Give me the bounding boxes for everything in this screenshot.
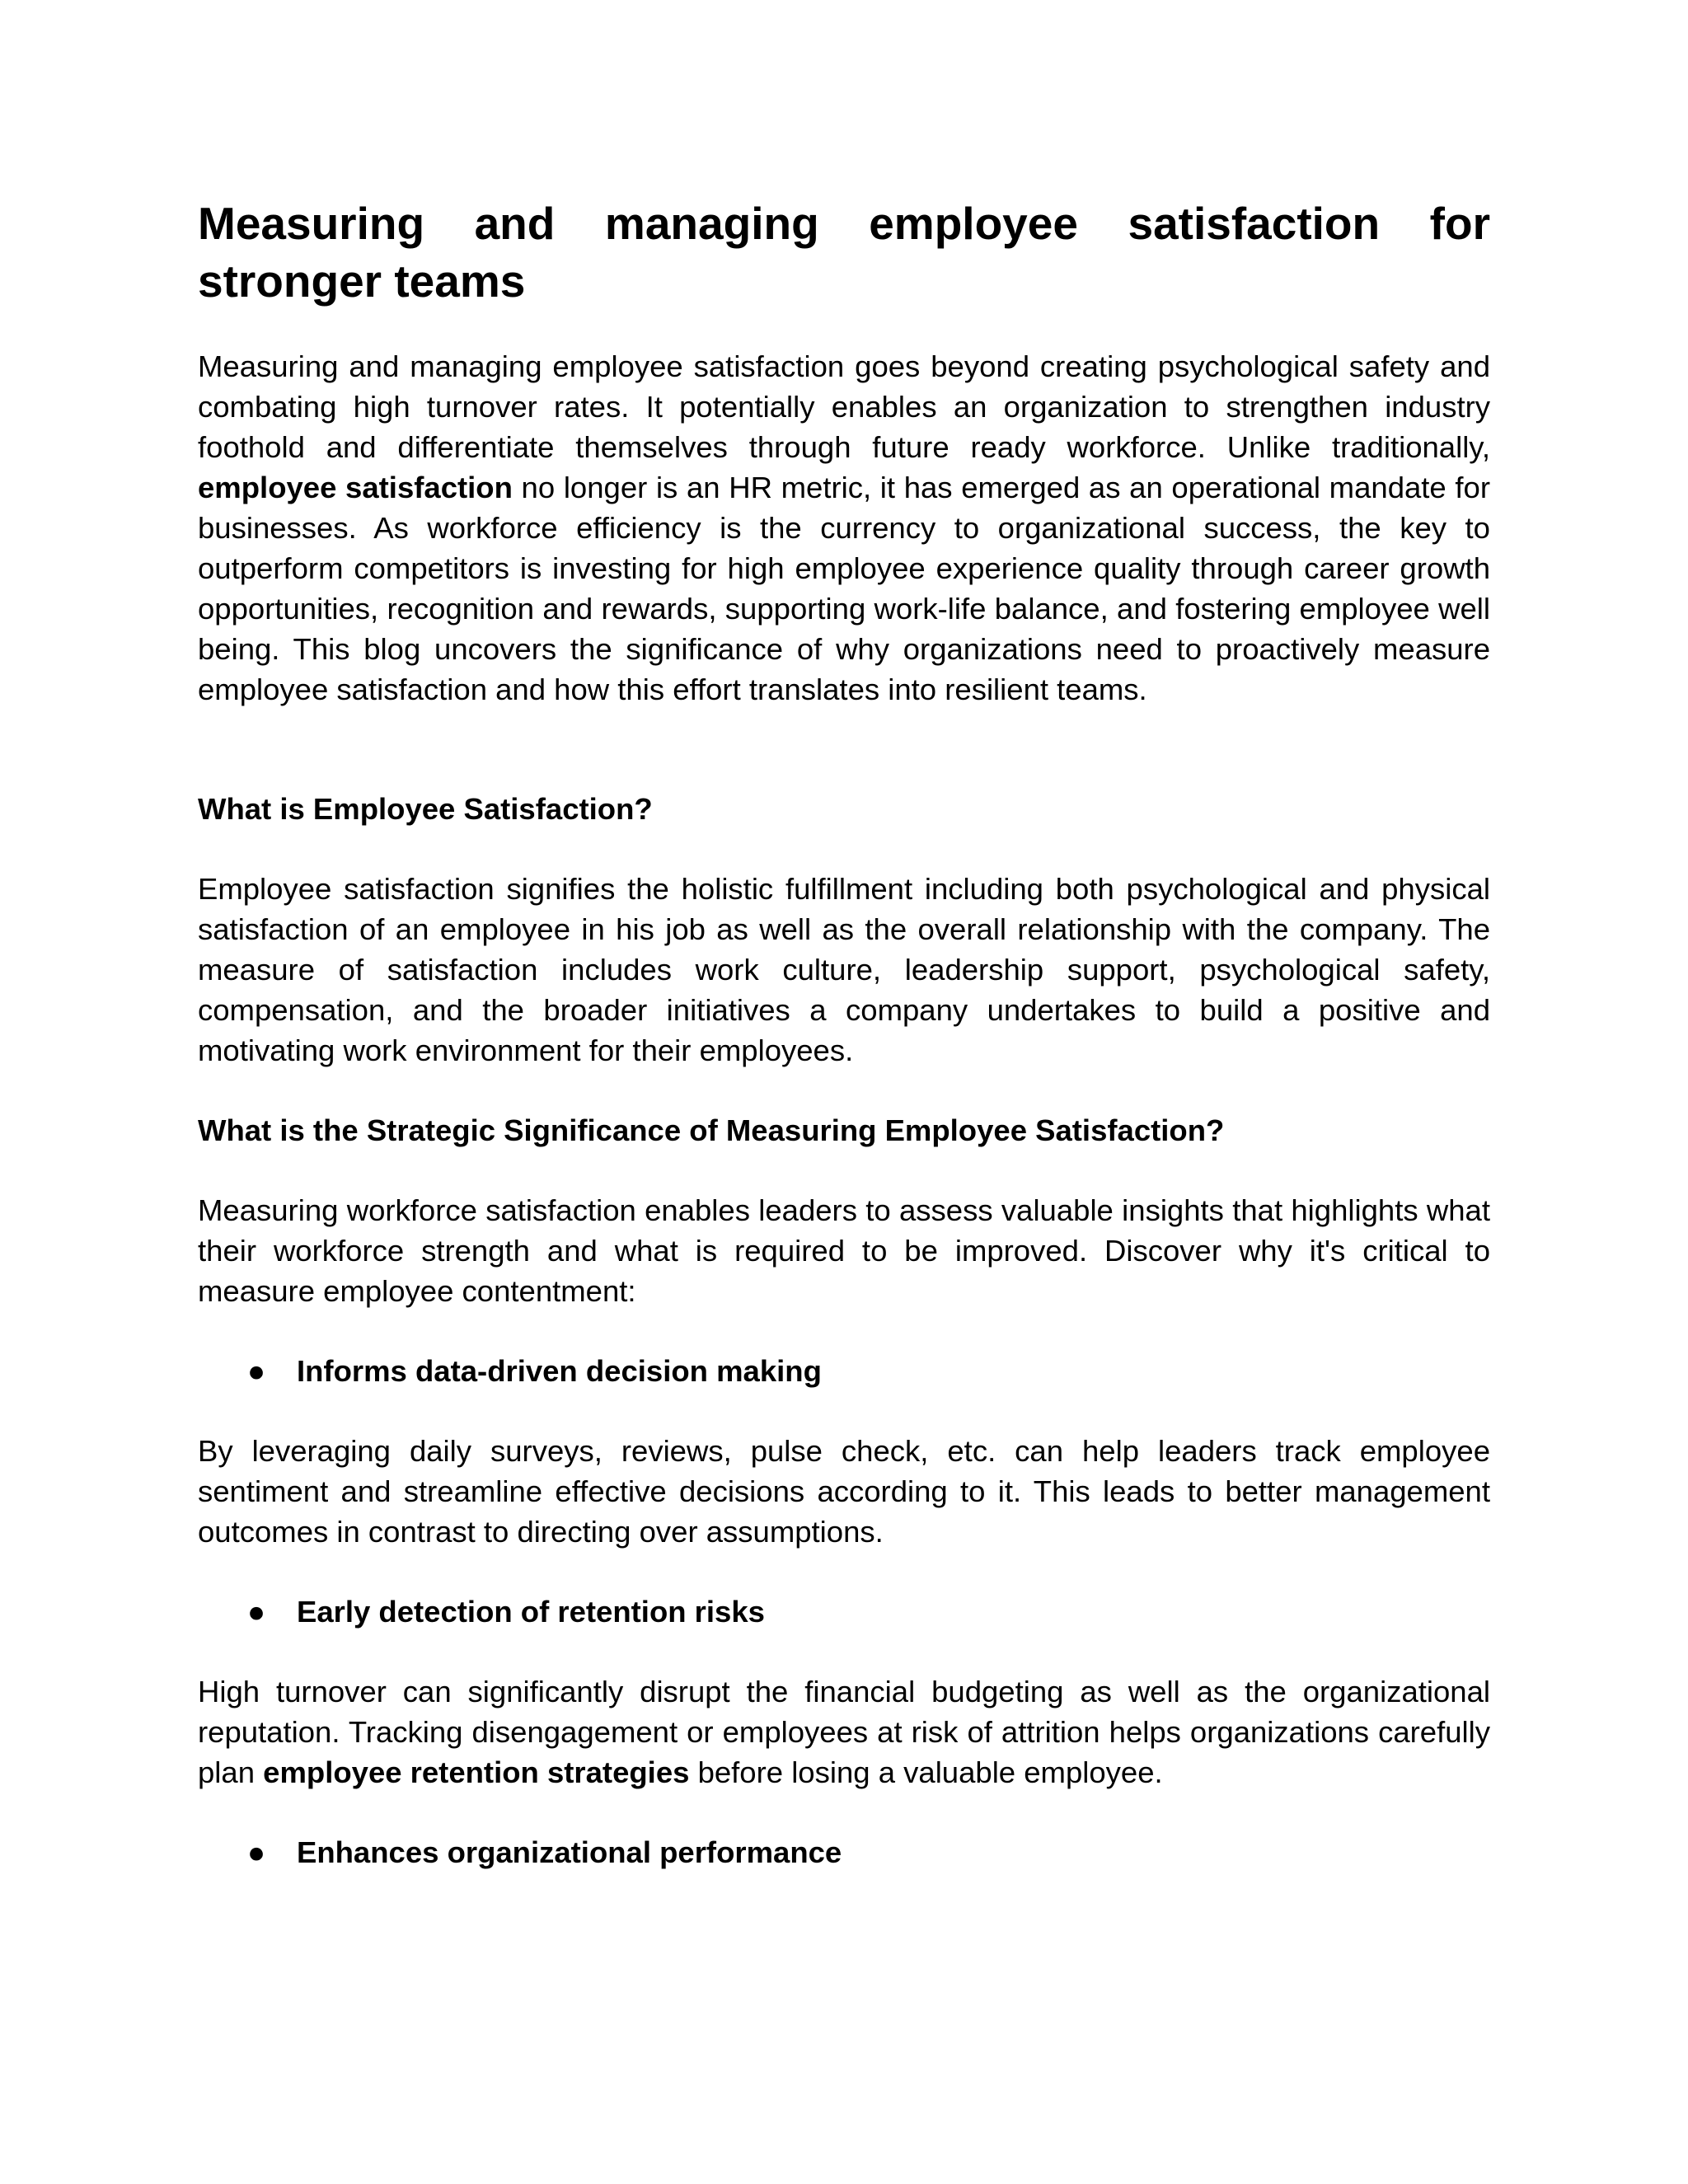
bullet-item-organizational-performance — [198, 1832, 1490, 1872]
section-heading-employee-satisfaction: What is Employee Satisfaction? — [198, 792, 653, 826]
retention-bold-term: employee retention strategies — [263, 1755, 690, 1789]
section-body-employee-satisfaction: Employee satisfaction signifies the holistic fulfillment including both psychological and physical satisfaction of an employee in his job as well as the overall relationship with the company. The measure of satisfaction includes work culture, leadership support, psychological safety, compensation, and the broader initiatives a company undertakes to build a positive and motivating work environment for their employees. — [198, 872, 1490, 1067]
bullet-dot-icon: ● — [247, 1354, 266, 1388]
bullet-body-data-driven: By leveraging daily surveys, reviews, pulse check, etc. can help leaders track employee sentiment and streamline effective decisions according to it. This leads to better management outcomes in contrast to directing over assumptions. — [198, 1434, 1490, 1549]
bullet-item-retention-risks — [198, 1591, 1490, 1632]
retention-text-end: before losing a valuable employee. — [689, 1755, 1163, 1789]
retention-text-start: High turnover can significantly disrupt the financial budgeting as well as the organizational reputation. Tracking disengagement or employees at risk of attrition helps organizations carefully plan — [198, 1675, 1490, 1789]
bullet-dot-icon: ● — [247, 1835, 266, 1869]
section-heading-strategic-significance: What is the Strategic Significance of Measuring Employee Satisfaction? — [198, 1113, 1225, 1147]
bullet-body-retention-risks — [198, 1671, 1490, 1793]
section-body-strategic-significance: Measuring workforce satisfaction enables leaders to assess valuable insights that highlights what their workforce strength and what is required to be improved. Discover why it's critical to measure employee contentment: — [198, 1193, 1490, 1308]
bullet-label: Early detection of retention risks — [297, 1595, 765, 1629]
intro-paragraph — [198, 346, 1490, 710]
document-page — [198, 194, 1490, 1872]
bullet-label: Informs data-driven decision making — [297, 1354, 822, 1388]
bullet-item-data-driven — [198, 1351, 1490, 1391]
document-title: Measuring and managing employee satisfaction for stronger teams — [198, 198, 1490, 307]
bullet-label: Enhances organizational performance — [297, 1835, 842, 1869]
intro-bold-term: employee satisfaction — [198, 471, 513, 504]
intro-text-end: no longer is an HR metric, it has emerged as an operational mandate for businesses. As workforce efficiency is the currency to organizational success, the key to outperform competitors is investing for high employee experience quality through career growth opportunities, recognition and rewards, supporting work-life balance, and fostering employee well being. This blog uncovers the significance of why organizations need to proactively measure employee satisfaction and how this effort translates into resilient teams. — [198, 471, 1490, 706]
bullet-dot-icon: ● — [247, 1595, 266, 1629]
intro-text-start: Measuring and managing employee satisfaction goes beyond creating psychological safety and combating high turnover rates. It potentially enables an organization to strengthen industry foothold and differentiate themselves through future ready workforce. Unlike traditionally, — [198, 349, 1490, 464]
